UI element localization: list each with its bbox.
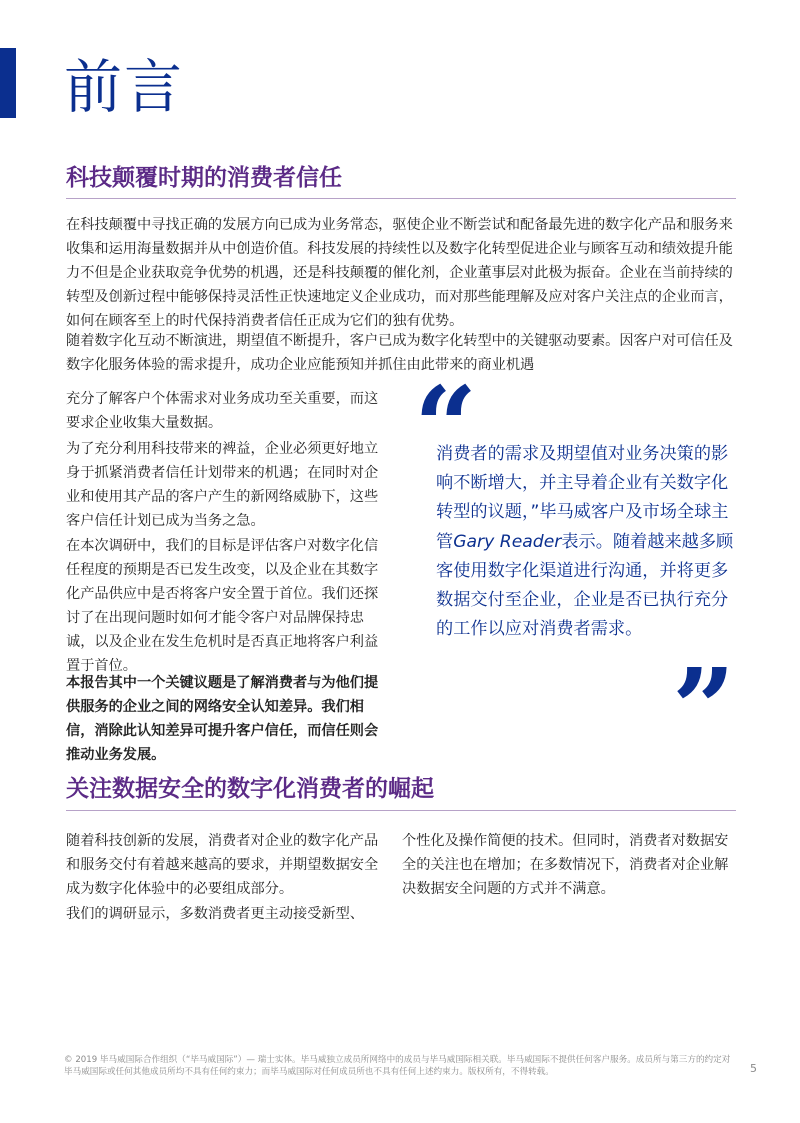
section-divider	[66, 810, 736, 811]
pull-quote-text-end: 表示。随着越来越多顾客使用数字化渠道进行沟通，并将更多数据交付至企业，企业是否已执行充分的工作以应对消费者需求。	[436, 531, 734, 640]
section-heading-digital-consumer: 关注数据安全的数字化消费者的崛起	[66, 776, 434, 802]
pull-quote-text-start: 消费者的需求及期望值对业务决策的影响不断增大，并主导着企业有关数字化转型的议题，”毕马威客户及市场全球主管	[436, 444, 729, 552]
section2-right-paragraph: 个性化及操作简便的技术。但同时，消费者对数据安全的关注也在增加；在多数情况下，消费者对企业解决数据安全问题的方式并不满意。	[402, 833, 729, 897]
intro-paragraph-1: 在科技颠覆中寻找正确的发展方向已成为业务常态，驱使企业不断尝试和配备最先进的数字化产品和服务来收集和运用海量数据并从中创造价值。科技发展的持续性以及数字化转型促进企业与顾客互动和绩效提升能力不但是企业获取竞争优势的机遇，还是科技颠覆的催化剂，企业董事层对此极为振奋。企业在当前持续的转型及创新过程中能够保持灵活性正快速地定义企业成功，而对那些能理解及应对客户关注点的企业而言，如何在顾客至上的时代保持消费者信任正成为它们的独有优势。	[66, 217, 733, 329]
body-paragraph-customer-needs: 充分了解客户个体需求对业务成功至关重要，而这要求企业收集大量数据。	[66, 391, 379, 431]
section2-left-paragraph-2: 我们的调研显示，多数消费者更主动接受新型、	[66, 906, 364, 922]
pull-quote	[436, 440, 736, 644]
open-quote-icon: “	[414, 362, 478, 491]
copyright-notice: © 2019 毕马威国际合作组织（“毕马威国际”）— 瑞士实体。毕马威独立成员所网络中的成员与毕马威国际相关联。毕马威国际不提供任何客户服务。成员所与第三方的约定对毕马威国际或任何其他成员所均不具有任何约束力；而毕马威国际对任何成员所也不具有任何上述约束力。版权所有，不得转载。	[64, 1055, 731, 1077]
page-title: 前言	[64, 53, 185, 121]
key-finding-paragraph: 本报告其中一个关键议题是了解消费者与为他们提供服务的企业之间的网络安全认知差异。我们相信，消除此认知差异可提升客户信任，而信任则会推动业务发展。	[66, 675, 379, 763]
body-paragraph-trust-programs: 为了充分利用科技带来的裨益，企业必须更好地立身于抓紧消费者信任计划带来的机遇；在同时对企业和使用其产品的客户产生的新网络威胁下，这些客户信任计划已成为当务之急。	[66, 441, 379, 529]
section2-left-paragraph-1: 随着科技创新的发展，消费者对企业的数字化产品和服务交付有着越来越高的要求，并期望数据安全成为数字化体验中的必要组成部分。	[66, 833, 379, 897]
title-accent-bar	[0, 48, 16, 118]
page-number: 5	[750, 1062, 757, 1075]
pull-quote-person-name: Gary Reader	[453, 531, 562, 552]
body-paragraph-research-goal: 在本次调研中，我们的目标是评估客户对数字化信任程度的预期是否已发生改变，以及企业在其数字化产品供应中是否将客户安全置于首位。我们还探讨了在出现问题时如何才能令客户对品牌保持忠诚，以及企业在发生危机时是否真正地将客户利益置于首位。	[66, 538, 379, 674]
section-heading-consumer-trust: 科技颠覆时期的消费者信任	[66, 165, 342, 191]
intro-paragraph-2: 随着数字化互动不断演进，期望值不断提升，客户已成为数字化转型中的关键驱动要素。因客户对可信任及数字化服务体验的需求提升，成功企业应能预知并抓住由此带来的商业机遇	[66, 333, 733, 373]
close-quote-icon: ”	[672, 644, 736, 773]
section-divider	[66, 198, 736, 199]
